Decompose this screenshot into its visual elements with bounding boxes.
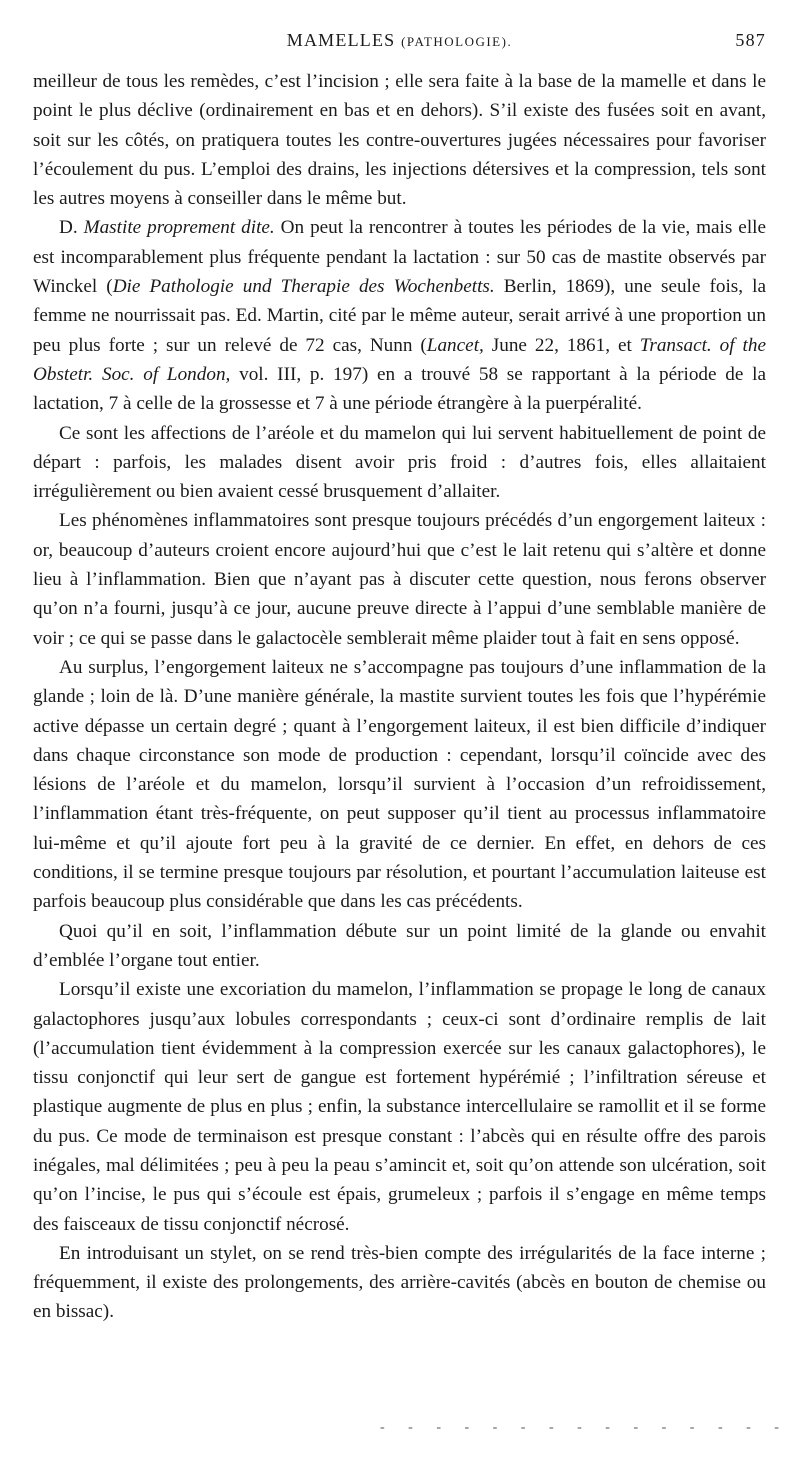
paragraph: [33, 917, 766, 976]
body-text: [33, 67, 766, 1327]
italic-text: Transact. of the Obstetr. Soc. of London,: [33, 334, 766, 385]
paragraph: [33, 213, 766, 418]
italic-text: Die Pathologie und Therapie des Wochenbetts.: [112, 276, 495, 298]
text-run: On peut la rencontrer à toutes les périodes de la vie, mais elle est incomparablement plus fréquente pendant la lactation : sur 50 cas de mastite observés par Winckel (: [33, 217, 766, 298]
text-run: Ce sont les affections de l’aréole et du mamelon qui lui servent habituellement de point de départ : parfois, les malades disent avoir pris froid : d’autres fois, elles allaitaient irrégulièrement ou bien avaient cessé brusquement d’allaiter.: [33, 422, 766, 503]
text-run: Berlin, 1869), une seule fois, la femme ne nourrissait pas. Ed. Martin, cité par le même auteur, serait arrivé à une proportion un peu plus forte ; sur un relevé de 72 cas, Nunn (: [33, 276, 766, 356]
running-title: [33, 30, 766, 51]
footer-rule: - - - - - - - - - - - - - - -: [380, 1420, 789, 1435]
text-run: Lorsqu’il existe une excoriation du mamelon, l’inflammation se propage le long de canaux galactophores jusqu’aux lobules correspondants ; ceux-ci sont d’ordinaire remplis de lait (l’accumulation tient évidemment à la compression exercée sur les canaux galactophores), le tissu conjonctif qui leur sert de gangue est fortement hypérémié ; l’infiltration séreuse et plastique augmente de plus en plus ; enfin, la substance intercellulaire se ramollit et il se forme du pus. Ce mode de terminaison est presque constant : l’abcès qui en résulte offre des parois inégales, mal délimitées ; peu à peu la peau s’amincit et, soit qu’on attende son ulcération, soit qu’on l’incise, le pus qui s’écoule est épais, grumeleux ; parfois il s’engage en même temps des faisceaux de tissu conjonctif nécrosé.: [33, 979, 766, 1235]
running-head: [33, 30, 766, 60]
running-title-subtitle: (PATHOLOGIE).: [401, 34, 513, 49]
text-run: Au surplus, l’engorgement laiteux ne s’accompagne pas toujours d’une inflammation de la glande ; loin de là. D’une manière générale, la mastite survient toutes les fois que l’hypérémie active dépasse un certain degré ; quant à l’engorgement laiteux, il est bien difficile d’indiquer dans chaque circonstance son mode de production : cependant, lorsqu’il coïncide avec des lésions de l’aréole et du mamelon, lorsqu’il survient à l’occasion d’un refroidissement, l’inflammation étant très-fréquente, on peut supposer qu’il tient au processus inflammatoire lui-même et qu’il ajoute fort peu à la gravité de ce dernier. En effet, en dehors de ces conditions, il se termine presque toujours par résolution, et pourtant l’accumulation laiteuse est parfois beaucoup plus considérable que dans les cas précédents.: [33, 656, 766, 913]
text-run: Quoi qu’il en soit, l’inflammation débute sur un point limité de la glande ou envahit d’emblée l’organe tout entier.: [33, 920, 766, 971]
paragraph: [33, 419, 766, 507]
text-run: Les phénomènes inflammatoires sont presque toujours précédés d’un engorgement laiteux : or, beaucoup d’auteurs croient encore aujourd’hui que c’est le lait retenu qui s’altère et donne lieu à l’inflammation. Bien que n’ayant pas à discuter cette question, nous ferons observer qu’on n’a fourni, jusqu’à ce jour, aucune preuve directe à l’appui d’une semblable manière de voir ; ce qui se passe dans le galactocèle semblerait même plaider tout à fait en sens opposé.: [33, 510, 766, 649]
running-title-main: MAMELLES: [286, 30, 396, 50]
paragraph: [33, 506, 766, 652]
paragraph: [33, 67, 766, 213]
text-run: vol. III, p. 197) en a trouvé 58 se rapportant à la période de la lactation, 7 à celle de la grossesse et 7 à une période étrangère à la puerpéralité.: [33, 363, 766, 415]
text-run: D.: [59, 217, 84, 239]
paragraph: [33, 975, 766, 1239]
paragraph: [33, 653, 766, 917]
paragraph: [33, 1239, 766, 1327]
text-run: June 22, 1861, et: [483, 334, 640, 356]
text-run: En introduisant un stylet, on se rend très-bien compte des irrégularités de la face interne ; fréquemment, il existe des prolongements, des arrière-cavités (abcès en bouton de chemise ou en bissac).: [33, 1242, 766, 1323]
text-run: meilleur de tous les remèdes, c’est l’incision ; elle sera faite à la base de la mamelle et dans le point le plus déclive (ordinairement en bas et en dehors). S’il existe des fusées soit en avant, soit sur les côtés, on pratiquera toutes les contre-ouvertures jugées nécessaires pour favoriser l’écoulement du pus. L’emploi des drains, les injections détersives et la compression, tels sont les autres moyens à conseiller dans le même but.: [33, 71, 766, 210]
document-page: [33, 30, 766, 1327]
page-number: 587: [735, 30, 766, 50]
italic-text: Mastite proprement dite.: [83, 217, 275, 239]
italic-text: Lancet,: [426, 334, 484, 356]
